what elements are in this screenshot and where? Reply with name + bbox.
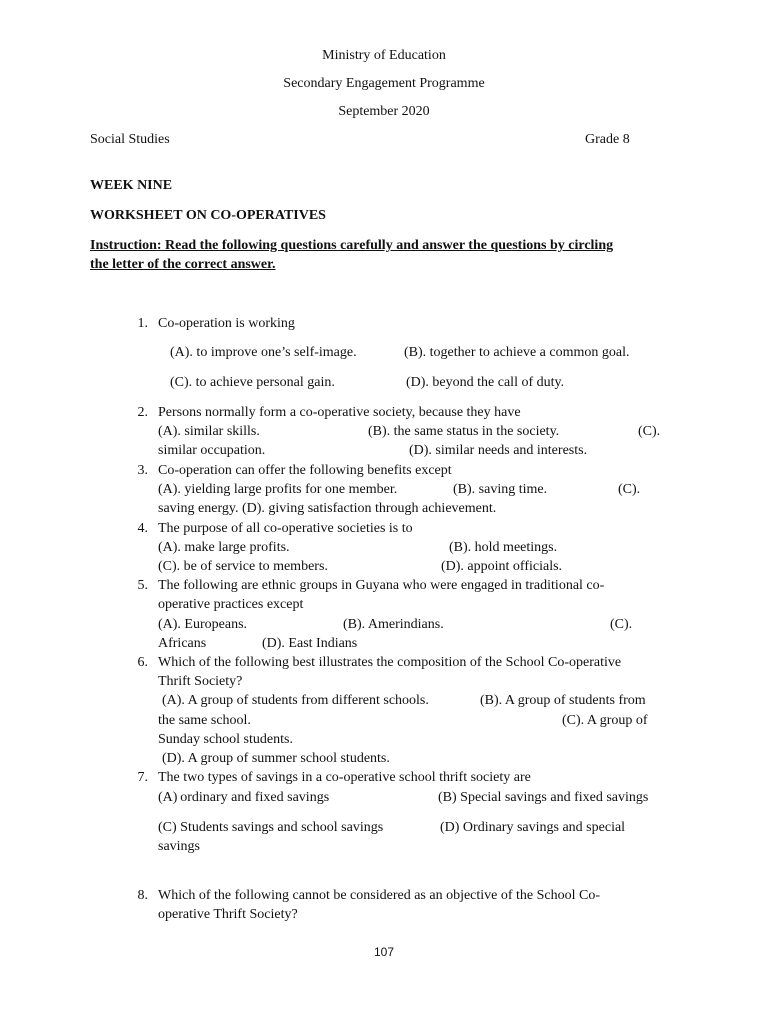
question-number: 7. [137, 770, 148, 785]
option-c-d-text: saving energy. (D). giving satisfaction through achievement. [158, 501, 497, 516]
option-d: (D). appoint officials. [441, 559, 563, 574]
question-stem: Co-operation can offer the following benefits except [158, 463, 452, 478]
option-b: (B). Amerindians. [343, 617, 444, 632]
option-d-part-2: savings [158, 839, 200, 854]
question-number: 5. [137, 578, 148, 593]
question-stem: Persons normally form a co-operative society, because they have [158, 405, 521, 420]
question-stem-line-1: Which of the following cannot be considered as an objective of the School Co- [158, 888, 601, 903]
question-stem-line-1: The following are ethnic groups in Guyana who were engaged in traditional co- [158, 578, 605, 593]
question-stem-line-2: operative Thrift Society? [158, 907, 298, 922]
question-stem: Co-operation is working [158, 316, 295, 331]
date-line: September 2020 [338, 104, 430, 119]
instruction-line-1: Instruction: Read the following questions carefully and answer the questions by circling [90, 238, 614, 253]
question-number: 8. [137, 888, 148, 903]
option-b: (B) Special savings and fixed savings [438, 790, 649, 805]
option-d-part-1: (D) Ordinary savings and special [440, 820, 626, 835]
question-stem: The two types of savings in a co-operative school thrift society are [158, 770, 531, 785]
question-number: 3. [137, 463, 148, 478]
question-number: 6. [137, 655, 148, 670]
option-a: (A). A group of students from different schools. [162, 693, 429, 708]
option-b: (B). saving time. [453, 482, 548, 497]
subject-label: Social Studies [90, 132, 170, 147]
option-b-part-1: (B). A group of students from [480, 693, 646, 708]
option-d: (D). similar needs and interests. [409, 443, 588, 458]
option-a: (A). similar skills. [158, 424, 260, 439]
option-c-label: (C). [610, 617, 633, 632]
option-c: (C). be of service to members. [158, 559, 328, 574]
option-a: (A). to improve one’s self-image. [170, 345, 357, 360]
option-d: (D). East Indians [262, 636, 358, 651]
grade-label: Grade 8 [585, 132, 630, 147]
question-stem: The purpose of all co-operative societies is to [158, 521, 413, 536]
question-number: 1. [137, 316, 148, 331]
option-a: (A). Europeans. [158, 617, 248, 632]
option-b: (B). together to achieve a common goal. [404, 345, 630, 360]
option-c-label: (C). [638, 424, 661, 439]
option-a: (A). yielding large profits for one member. [158, 482, 398, 497]
question-stem-line-2: operative practices except [158, 597, 304, 612]
worksheet-title: WORKSHEET ON CO-OPERATIVES [90, 208, 326, 223]
option-c: (C). to achieve personal gain. [170, 375, 335, 390]
ministry-title: Ministry of Education [322, 48, 446, 63]
option-a: (A). make large profits. [158, 540, 290, 555]
programme-title: Secondary Engagement Programme [283, 76, 485, 91]
question-stem-line-1: Which of the following best illustrates the composition of the School Co-operative [158, 655, 622, 670]
option-b: (B). the same status in the society. [368, 424, 560, 439]
week-heading: WEEK NINE [90, 178, 173, 193]
page-number: 107 [373, 945, 395, 959]
option-c-text: Africans [158, 636, 207, 651]
question-number: 2. [137, 405, 148, 420]
question-stem-line-2: Thrift Society? [158, 674, 243, 689]
question-number: 4. [137, 521, 148, 536]
instruction-line-2: the letter of the correct answer. [90, 257, 276, 272]
option-c-part-1: (C). A group of [562, 713, 648, 728]
option-b-part-2: the same school. [158, 713, 251, 728]
option-b: (B). hold meetings. [449, 540, 558, 555]
option-c-label: (C). [618, 482, 641, 497]
option-d: (D). beyond the call of duty. [406, 375, 565, 390]
option-d: (D). A group of summer school students. [162, 751, 390, 766]
option-c: (C) Students savings and school savings [158, 820, 384, 835]
option-c-text: similar occupation. [158, 443, 266, 458]
option-a: (A) ordinary and fixed savings [158, 790, 330, 805]
option-c-part-2: Sunday school students. [158, 732, 293, 747]
